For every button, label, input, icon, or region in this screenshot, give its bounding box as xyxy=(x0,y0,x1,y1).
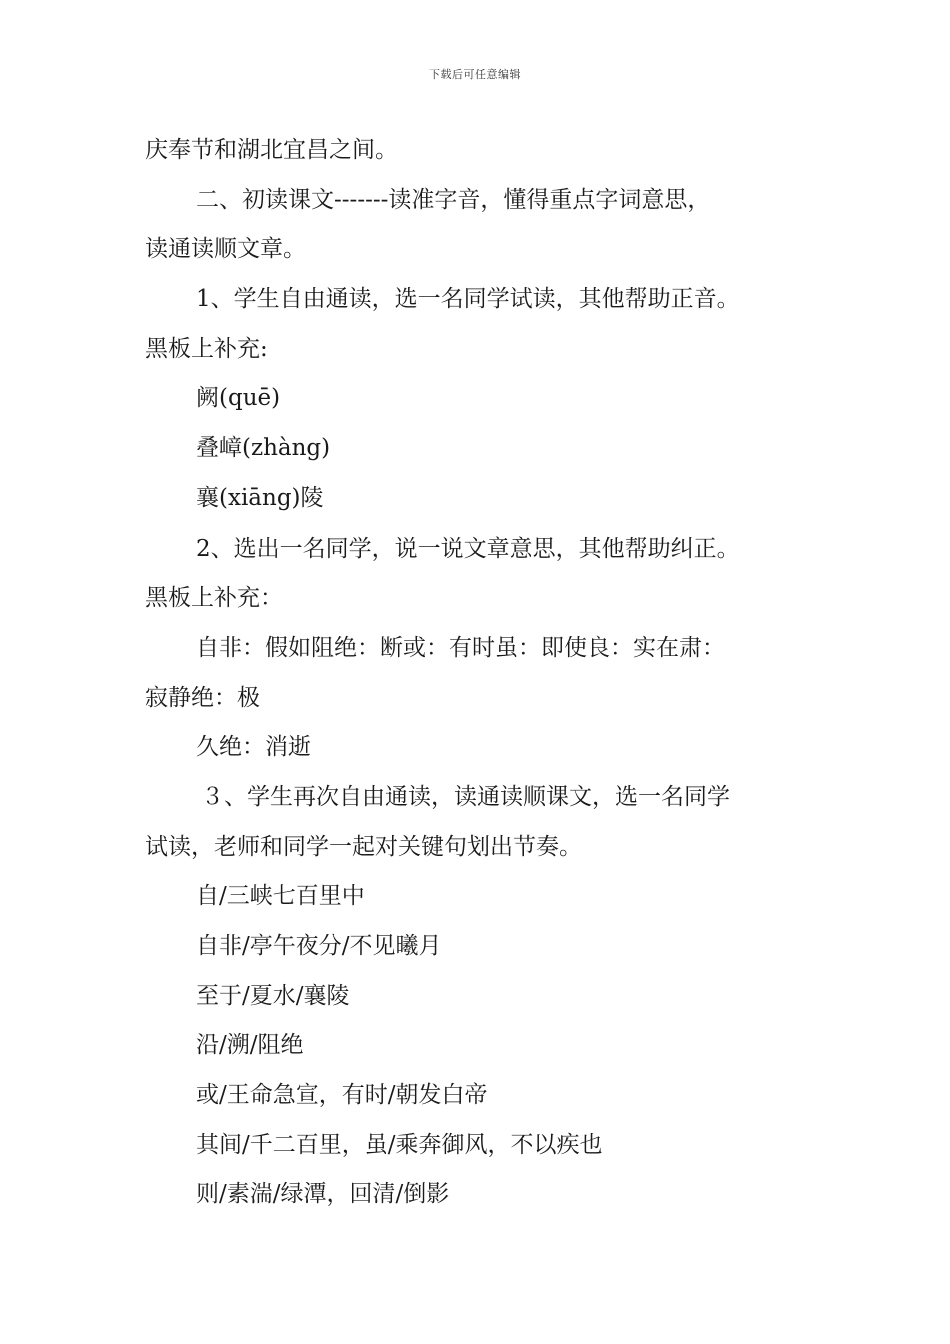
pinyin-line: 阙(quē) xyxy=(196,385,281,411)
paragraph-line: 读通读顺文章。 xyxy=(145,236,306,262)
paragraph-line: 庆奉节和湖北宜昌之间。 xyxy=(145,137,398,163)
paragraph-line: 黑板上补充: xyxy=(145,336,268,362)
page-header: 下载后可任意编辑 xyxy=(429,68,521,81)
rhythm-line: 则/素湍/绿潭，回清/倒影 xyxy=(196,1181,450,1207)
rhythm-line: 至于/夏水/襄陵 xyxy=(196,983,350,1009)
rhythm-line: 自/三峡七百里中 xyxy=(196,883,365,909)
section-heading: 二、初读课文-------读准字音，懂得重点字词意思， xyxy=(196,187,711,213)
paragraph-line: 试读，老师和同学一起对关键句划出节奏。 xyxy=(145,834,582,860)
paragraph-line: 2、选出一名同学，说一说文章意思，其他帮助纠正。 xyxy=(196,536,740,562)
rhythm-line: 其间/千二百里，虽/乘奔御风，不以疾也 xyxy=(196,1132,603,1158)
rhythm-line: 沿/溯/阻绝 xyxy=(196,1032,304,1058)
glossary-line: 久绝：消逝 xyxy=(196,734,311,760)
rhythm-line: 或/王命急宣，有时/朝发白帝 xyxy=(196,1082,488,1108)
paragraph-line: ３、学生再次自由通读，读通读顺课文，选一名同学 xyxy=(201,784,730,810)
pinyin-line: 叠嶂(zhàng) xyxy=(196,435,331,461)
glossary-line: 寂静绝：极 xyxy=(145,685,260,711)
glossary-line: 自非：假如阻绝：断或：有时虽：即使良：实在肃： xyxy=(196,635,725,661)
paragraph-line: 黑板上补充： xyxy=(145,585,283,611)
pinyin-line: 襄(xiāng)陵 xyxy=(196,485,324,511)
paragraph-line: 1、学生自由通读，选一名同学试读，其他帮助正音。 xyxy=(196,286,740,312)
rhythm-line: 自非/亭午夜分/不见曦月 xyxy=(196,933,442,959)
